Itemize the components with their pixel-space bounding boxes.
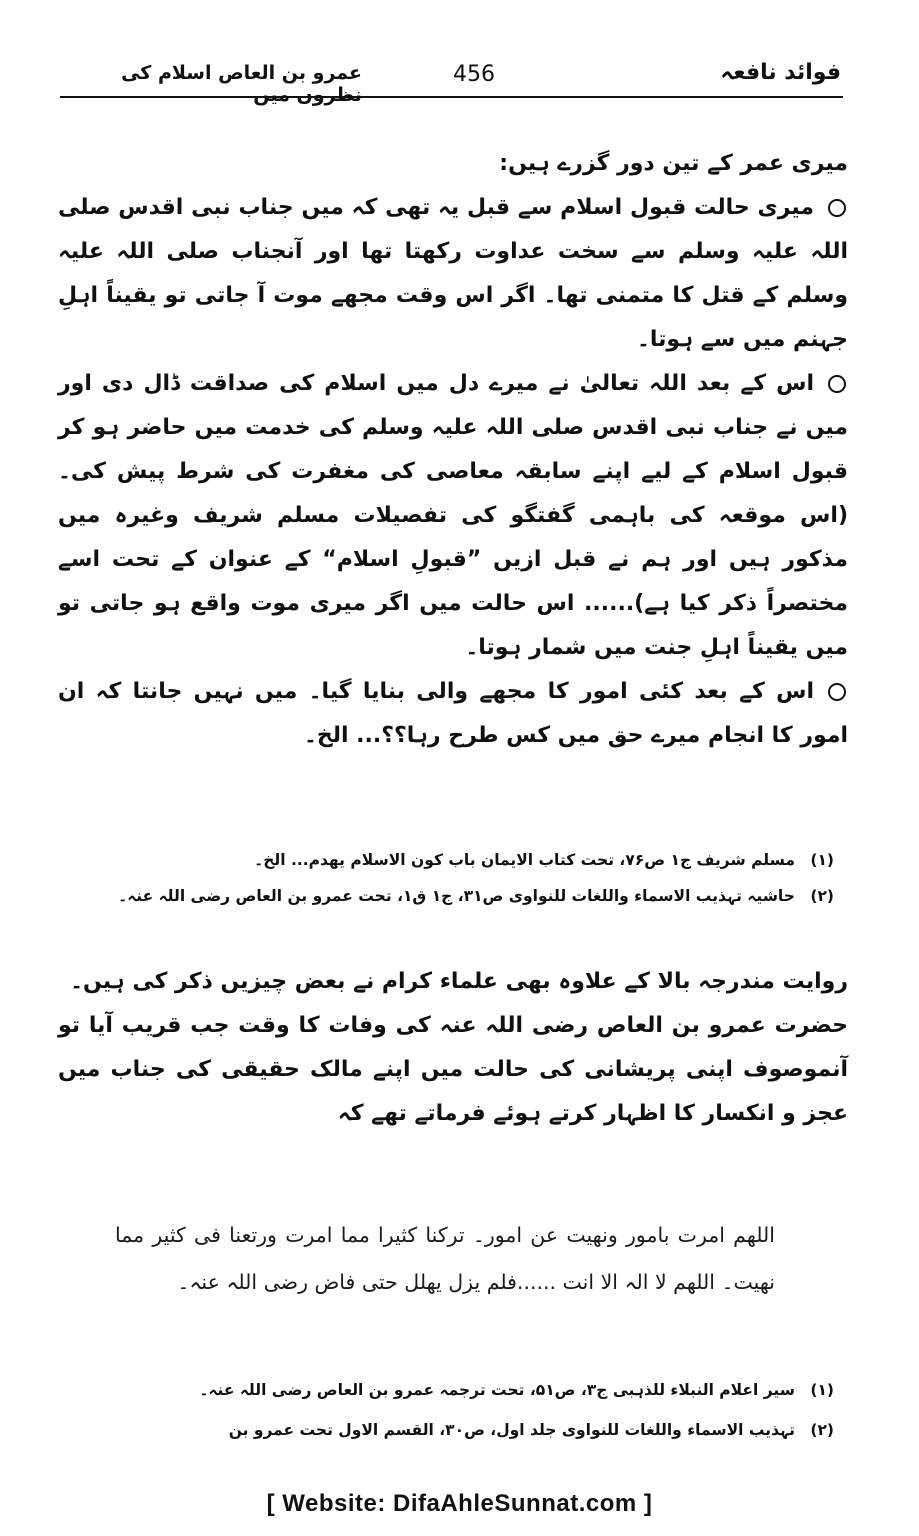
intro-line: میری عمر کے تین دور گزرے ہیں: [499,151,848,176]
footnote-text: حاشیہ تہذیب الاسماء واللغات للنواوی ص۳۱، ج۱ ق۱، تحت عمرو بن العاص رضی اللہ عنہ۔ [118,887,795,905]
page-number: 456 [453,62,495,87]
bullet-text: میری حالت قبول اسلام سے قبل یہ تھی کہ میں جناب نبی اقدس صلی اللہ علیہ وسلم سے سخت عداوت رکھتا تھا اور آنجناب صلی اللہ علیہ وسلم کے قتل کا متمنی تھا۔ اگر اس وقت مجھے موت آ جاتی تو یقیناً اہلِ جہنم میں سے ہوتا۔ [58,195,848,352]
footnote-number: (۲) [810,887,834,905]
circle-bullet-icon [828,375,846,393]
continuation-text [58,960,848,1136]
circle-bullet-icon [828,199,846,217]
running-title: عمرو بن العاص اسلام کی نظروں میں [121,62,362,106]
arabic-quotation: اللھم امرت بامور ونھیت عن امور۔ ترکنا کثیرا مما امرت ورتعنا فی کثیر مما نھیت۔ اللھم لا الہ الا انت ......فلم یزل یھلل حتی فاض رضی اللہ عنہ۔ [115,1223,775,1294]
footnote-text: مسلم شریف ج۱ ص۷۶، تحت کتاب الایمان باب کون الاسلام یھدم... الخ۔ [254,851,795,869]
bullet-text: اس کے بعد اللہ تعالیٰ نے میرے دل میں اسلام کی صداقت ڈال دی اور میں نے جناب نبی اقدس صلی اللہ علیہ وسلم کی خدمت میں حاضر ہو کر قبول اسلام کے لیے اپنے سابقہ معاصی کی مغفرت کی شرط پیش کی۔ (اس موقعہ کی باہمی گفتگو کی تفصیلات مسلم شریف وغیرہ میں مذکور ہیں اور ہم نے قبل ازیں ”قبولِ اسلام“ کے عنوان کے تحت اسے مختصراً ذکر کیا ہے)...... اس حالت میں اگر میری موت واقع ہو جاتی تو میں یقیناً اہلِ جنت میں شمار ہوتا۔ [58,371,848,660]
footnote [110,842,834,878]
bullet-paragraph-3 [58,670,848,758]
footnote [110,1370,834,1410]
footnotes-second [110,1370,834,1450]
bullet-text: اس کے بعد کئی امور کا مجھے والی بنایا گیا۔ میں نہیں جانتا کہ ان امور کا انجام میرے حق میں کس طرح رہا؟؟... الخ۔ [58,679,848,748]
footnote-text: تہذیب الاسماء واللغات للنواوی جلد اول، ص۳۰، القسم الاول تحت عمرو بن [228,1421,795,1439]
footnote-number: (۱) [810,1381,834,1399]
footnote [110,1410,834,1450]
footnote-number: (۱) [810,851,834,869]
footnote-number: (۲) [810,1421,834,1439]
paragraph: حضرت عمرو بن العاص رضی اللہ عنہ کی وفات کا وقت جب قریب آیا تو آنموصوف اپنی پریشانی کی حالت میں اپنے مالک حقیقی کی جناب میں عجز و انکسار کا اظہار کرتے ہوئے فرماتے تھے کہ [58,1013,848,1126]
footnotes-first [110,842,834,914]
header-rule [60,96,843,98]
footnote [110,878,834,914]
bullet-paragraph-1 [58,186,848,362]
website-footer: [ Website: DifaAhleSunnat.com ] [266,1490,653,1517]
bullet-paragraph-2 [58,362,848,670]
circle-bullet-icon [828,683,846,701]
book-name: فوائد نافعہ [720,60,841,85]
paragraph: روایت مندرجہ بالا کے علاوہ بھی علماء کرام نے بعض چیزیں ذکر کی ہیں۔ [70,969,848,994]
page-header [62,58,841,106]
footnote-text: سیر اعلام النبلاء للذہبی ج۳، ص۵۱، تحت ترجمہ عمرو بن العاص رضی اللہ عنہ۔ [199,1381,795,1399]
main-text [58,142,848,758]
